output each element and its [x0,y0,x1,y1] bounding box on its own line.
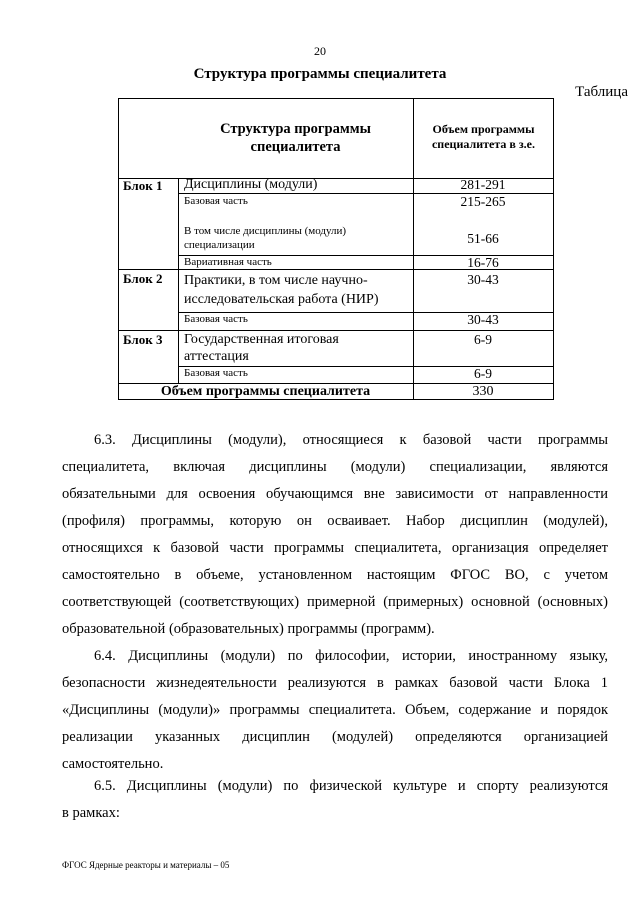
text-line: аттестация [184,349,249,364]
page-number: 20 [314,44,326,58]
block-1-row-1-text: Дисциплины (модули) [184,177,318,192]
table-label: Таблица [575,84,628,100]
text-line: в рамках: [62,805,120,821]
total-label: Объем программы специалитета [160,384,371,399]
document-title: Структура программы специалитета [193,66,447,82]
header-volume-line: Объем программы [432,122,535,136]
block-1-row-4-value: 16-76 [467,255,499,270]
block-2-label: Блок 2 [123,271,163,286]
text-line: специализации [184,239,255,251]
block-1-row-2-value: 215-265 [460,194,506,209]
text-line: (профиля) программы, которую он осваивает. Набор дисциплин (модулей), [62,513,608,529]
text-line: В том числе дисциплины (модули) [184,225,347,237]
text-line: 6.4. Дисциплины (модули) по философии, истории, иностранному языку, [94,648,608,664]
block-1-row-2-text: Базовая часть [184,195,248,207]
block-2-row-1-value: 30-43 [467,272,499,287]
text-line: реализации указанных дисциплин (модулей) определяются организацией [62,729,608,745]
header-structure [178,120,413,156]
page-footer: ФГОС Ядерные реакторы и материалы – 05 [62,860,230,870]
block-1-row-1-value: 281-291 [460,177,506,192]
block-1-row-3-value: 51-66 [467,231,499,246]
program-structure-table [118,98,554,400]
text-line: 6.3. Дисциплины (модули), относящиеся к базовой части программы [94,432,608,448]
block-2-row-2-value: 30-43 [467,312,499,327]
text-line: относящихся к базовой части программы специалитета, организация определяет [62,540,608,556]
header-volume [414,122,553,152]
block-1-row-4-text: Вариативная часть [184,256,272,268]
block-3-row-2-value: 6-9 [474,366,492,381]
block-3-row-2-text: Базовая часть [184,367,248,379]
table-border-top [118,98,554,99]
text-line: Практики, в том числе научно- [184,273,368,288]
text-line: безопасности жизнедеятельности реализуются в рамках базовой части Блока 1 [62,675,608,691]
block-1-label: Блок 1 [123,178,163,193]
text-line: исследовательская работа (НИР) [184,292,379,307]
header-volume-line: специалитета в з.е. [431,137,536,151]
text-line: самостоятельно в объеме, установленном настоящим ФГОС ВО, с учетом [62,567,608,583]
block-3-label: Блок 3 [123,332,163,347]
header-structure-line: специалитета [250,139,341,156]
text-line: обязательными для освоения обучающимся вне зависимости от направленности [62,486,608,502]
block-3-row-1-text [184,331,339,365]
paragraph-6-4 [62,643,608,778]
paragraph-6-5 [62,773,608,827]
block-2-row-2-text: Базовая часть [184,313,248,325]
paragraph-6-3 [62,427,608,643]
text-line: самостоятельно. [62,756,164,772]
text-line: соответствующей (соответствующих) примерной (примерных) основной (основных) [62,594,608,610]
block-1-row-3-text [184,224,346,252]
table-border-right [553,98,554,400]
block-column-separator [178,178,179,383]
table-border-left [118,98,119,400]
header-structure-line: Структура программы [220,121,371,137]
text-line: образовательной (образовательных) программы (программ). [62,621,435,637]
text-line: специалитета, включая дисциплины (модули) специализации, являются [62,459,608,475]
block-2-row-1-text [184,271,378,309]
text-line: «Дисциплины (модули)» программы специалитета. Объем, содержание и порядок [62,702,608,718]
block-3-row-1-value: 6-9 [474,332,492,347]
total-value: 330 [472,384,494,399]
text-line: Государственная итоговая [184,332,339,347]
text-line: 6.5. Дисциплины (модули) по физической культуре и спорту реализуются [94,778,608,794]
